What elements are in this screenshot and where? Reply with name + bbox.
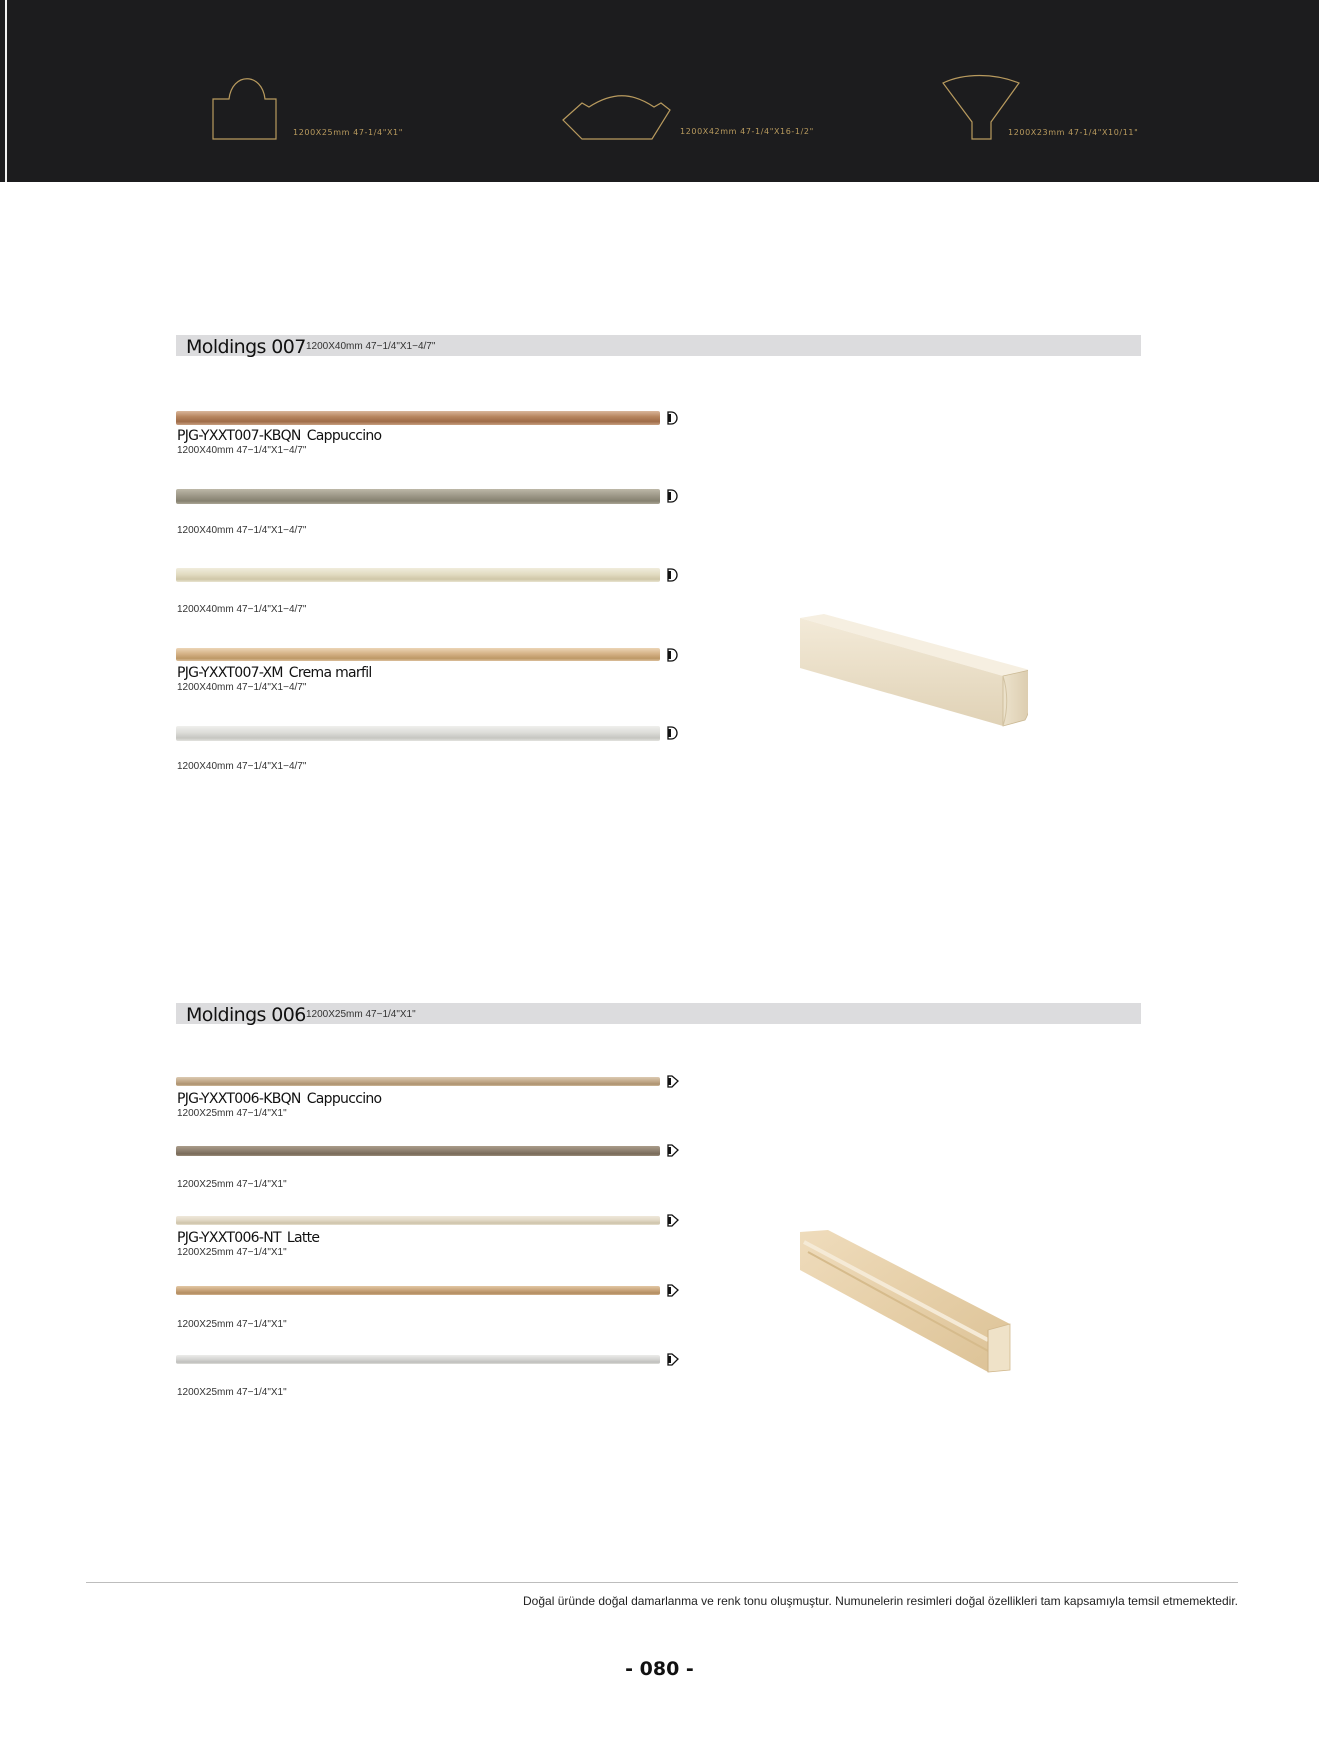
section-dims: 1200X40mm 47−1/4"X1−4/7" xyxy=(306,341,436,352)
molding-007-photo xyxy=(798,614,1028,734)
molding-swatch xyxy=(176,568,660,582)
molding-swatch xyxy=(176,1355,660,1364)
footer-disclaimer: Doğal üründe doğal damarlanma ve renk tonu oluşmuştur. Numunelerin resimleri doğal özellikleri tam kapsamıyla temsil etmemektedir. xyxy=(523,1594,1238,1608)
footer-divider xyxy=(86,1582,1238,1583)
molding-006-photo xyxy=(798,1230,1013,1375)
profile-dims: 1200X25mm 47-1/4"X1" xyxy=(293,128,404,137)
profile-3 xyxy=(942,75,1172,141)
molding-swatch xyxy=(176,1077,660,1086)
item-size: 1200X40mm 47−1/4"X1−4/7" xyxy=(177,445,307,456)
molding-swatch xyxy=(176,726,660,741)
profile-dims: 1200X42mm 47-1/4"X16-1/2" xyxy=(680,127,814,136)
section-header-moldings-006 xyxy=(176,1003,1141,1024)
profile-end-icon xyxy=(666,1284,680,1297)
profile-2 xyxy=(562,98,832,142)
item-size: 1200X25mm 47−1/4"X1" xyxy=(177,1247,287,1258)
scalloped-profile-icon xyxy=(562,98,672,142)
profile-end-icon xyxy=(666,1214,680,1227)
profile-end-icon xyxy=(666,489,680,503)
item-size: 1200X25mm 47−1/4"X1" xyxy=(177,1108,287,1119)
molding-item xyxy=(176,1146,686,1190)
item-size: 1200X25mm 47−1/4"X1" xyxy=(177,1387,287,1398)
molding-item xyxy=(176,726,686,772)
arched-profile-icon xyxy=(212,78,282,140)
page-number: - 080 - xyxy=(625,1658,694,1680)
product-code: PJG-YXXT006-KBQN Cappuccino xyxy=(177,1091,382,1107)
item-size: 1200X40mm 47−1/4"X1−4/7" xyxy=(177,682,307,693)
molding-swatch xyxy=(176,648,660,661)
profile-end-icon xyxy=(666,1353,680,1366)
profile-dims: 1200X23mm 47-1/4"X10/11" xyxy=(1008,128,1139,137)
profile-end-icon xyxy=(666,726,680,740)
product-code: PJG-YXXT007-KBQN Cappuccino xyxy=(177,428,382,444)
profile-end-icon xyxy=(666,411,680,425)
molding-swatch xyxy=(176,1146,660,1156)
molding-item xyxy=(176,489,686,536)
left-edge-rule xyxy=(5,0,7,182)
profile-1 xyxy=(212,78,432,140)
molding-item xyxy=(176,1077,686,1119)
molding-swatch xyxy=(176,1286,660,1295)
molding-swatch xyxy=(176,489,660,504)
molding-item xyxy=(176,411,686,456)
color-name: Crema marfil xyxy=(288,665,372,681)
item-size: 1200X40mm 47−1/4"X1−4/7" xyxy=(177,604,307,615)
profile-end-icon xyxy=(666,1144,680,1157)
profile-end-icon xyxy=(666,1075,680,1088)
molding-item xyxy=(176,1355,686,1399)
molding-item xyxy=(176,1286,686,1330)
profile-end-icon xyxy=(666,648,680,662)
molding-item xyxy=(176,1216,686,1258)
profile-header-band xyxy=(0,0,1319,182)
molding-item xyxy=(176,568,686,615)
section-dims: 1200X25mm 47−1/4"X1" xyxy=(306,1009,416,1020)
molding-swatch xyxy=(176,1216,660,1225)
section-header-moldings-007 xyxy=(176,335,1141,356)
profile-end-icon xyxy=(666,568,680,582)
color-name: Latte xyxy=(286,1230,320,1246)
item-size: 1200X25mm 47−1/4"X1" xyxy=(177,1179,287,1190)
item-size: 1200X25mm 47−1/4"X1" xyxy=(177,1319,287,1330)
item-size: 1200X40mm 47−1/4"X1−4/7" xyxy=(177,525,307,536)
molding-swatch xyxy=(176,411,660,425)
section-title: Moldings 007 xyxy=(186,336,306,358)
product-code: PJG-YXXT007-XM Crema marfil xyxy=(177,665,372,681)
molding-item xyxy=(176,648,686,694)
color-name: Cappuccino xyxy=(306,1091,382,1107)
product-code: PJG-YXXT006-NT Latte xyxy=(177,1230,320,1246)
item-size: 1200X40mm 47−1/4"X1−4/7" xyxy=(177,761,307,772)
section-title: Moldings 006 xyxy=(186,1004,306,1026)
color-name: Cappuccino xyxy=(306,428,382,444)
